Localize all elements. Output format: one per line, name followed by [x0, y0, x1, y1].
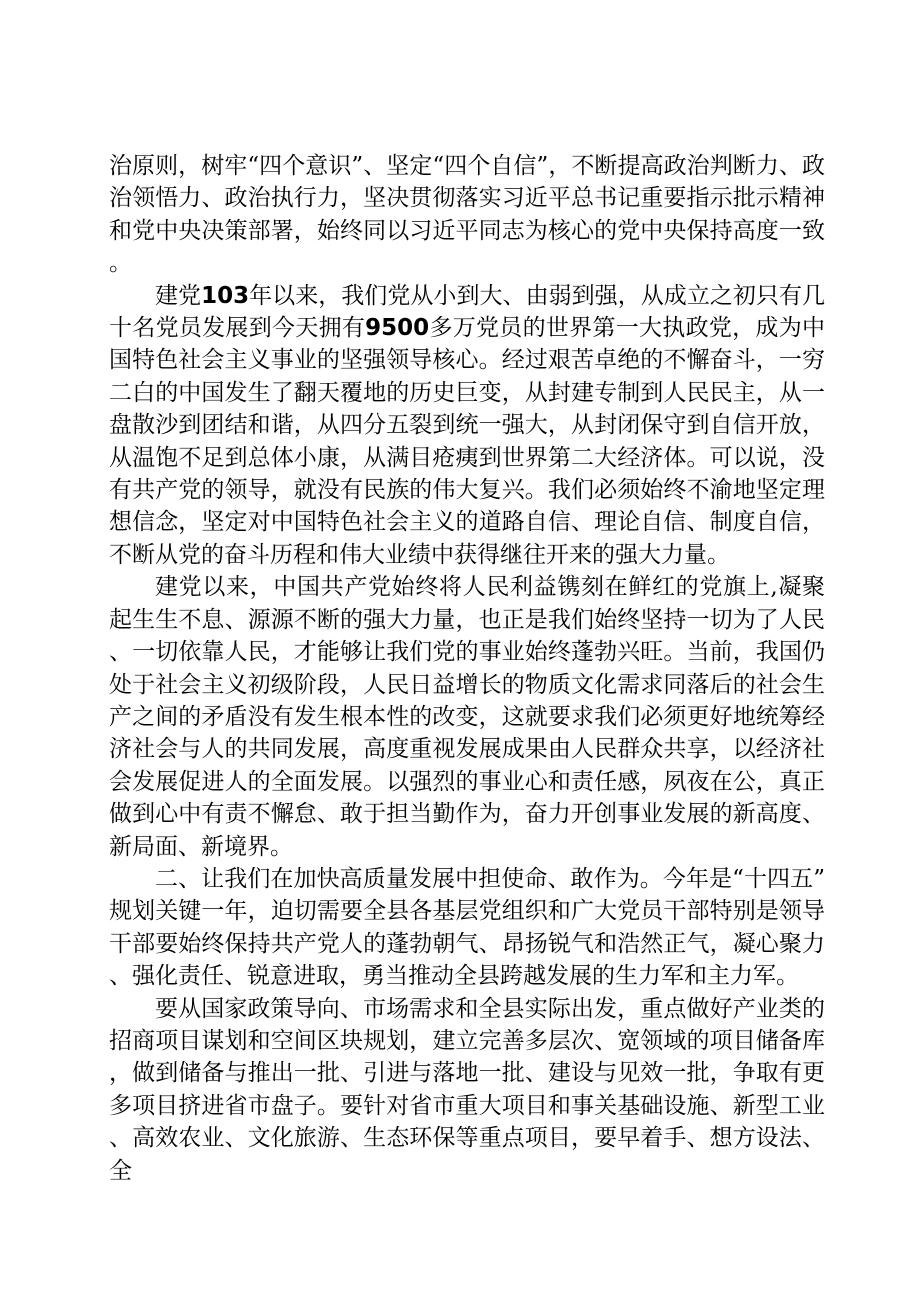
- paragraph-5: [109, 993, 825, 1187]
- paragraph-2-text-c: 多万党员的世界第一大执政党，成为中国特色社会主义事业的坚强领导核心。经过艰苦卓绝的不懈奋斗，一穷二白的中国发生了翻天覆地的历史巨变，从封建专制到人民民主，从一盘散沙到团结和谐，从四分五裂到统一强大，从封闭保守到自信开放，从温饱不足到总体小康，从满目疮痍到世界第二大经济体。可以说，没有共产党的领导，就没有民族的伟大复兴。我们必须始终不渝地坚定理想信念，坚定对中国特色社会主义的道路自信、理论自信、制度自信，不断从党的奋斗历程和伟大业绩中获得继往开来的强大力量。: [109, 315, 826, 568]
- paragraph-4-text: 二、让我们在加快高质量发展中担使命、敢作为。今年是“十四五”规划关键一年，迫切需要全县各基层党组织和广大党员干部特别是领导干部要始终保持共产党人的蓬勃朝气、昂扬锐气和浩然正气，凝心聚力、强化责任、锐意进取，勇当推动全县跨越发展的生力军和主力军。: [109, 865, 825, 990]
- years-number: 103: [201, 282, 250, 309]
- paragraph-3-text: 建党以来，中国共产党始终将人民利益镌刻在鲜红的党旗上,凝聚起生生不息、源源不断的强大力量，也正是我们始终坚持一切为了人民、一切依靠人民，才能够让我们党的事业始终蓬勃兴旺。当前，我国仍处于社会主义初级阶段，人民日益增长的物质文化需求同落后的社会生产之间的矛盾没有发生根本性的改变，这就要求我们必须更好地统筹经济社会与人的共同发展，高度重视发展成果由人民群众共享，以经济社会发展促进人的全面发展。以强烈的事业心和责任感，夙夜在公，真正做到心中有责不懈怠、敢于担当勤作为，奋力开创事业发展的新高度、新局面、新境界。: [109, 574, 825, 860]
- paragraph-2-text-b: 年以来，我们党从小到大、由弱到强，从成立之初只有几十名党员发展到今天拥有: [109, 282, 826, 342]
- document-page: [109, 150, 825, 1187]
- paragraph-5-text: 要从国家政策导向、市场需求和全县实际出发，重点做好产业类的招商项目谋划和空间区块规划，建立完善多层次、宽领域的项目储备库，做到储备与推出一批、引进与落地一批、建设与见效一批，争取有更多项目挤进省市盘子。要针对省市重大项目和事关基础设施、新型工业、高效农业、文化旅游、生态环保等重点项目，要早着手、想方设法、全: [109, 995, 825, 1184]
- paragraph-4: [109, 863, 825, 993]
- paragraph-1: [109, 150, 825, 280]
- member-count-number: 9500: [365, 315, 430, 342]
- paragraph-3: [109, 571, 825, 863]
- paragraph-1-text: 治原则，树牢“四个意识”、坚定“四个自信”，不断提高政治判断力、政治领悟力、政治执行力，坚决贯彻落实习近平总书记重要指示批示精神和党中央决策部署，始终同以习近平同志为核心的党中央保持高度一致。: [109, 153, 825, 277]
- paragraph-2-text-a: 建党: [155, 282, 202, 309]
- paragraph-2: [109, 280, 825, 572]
